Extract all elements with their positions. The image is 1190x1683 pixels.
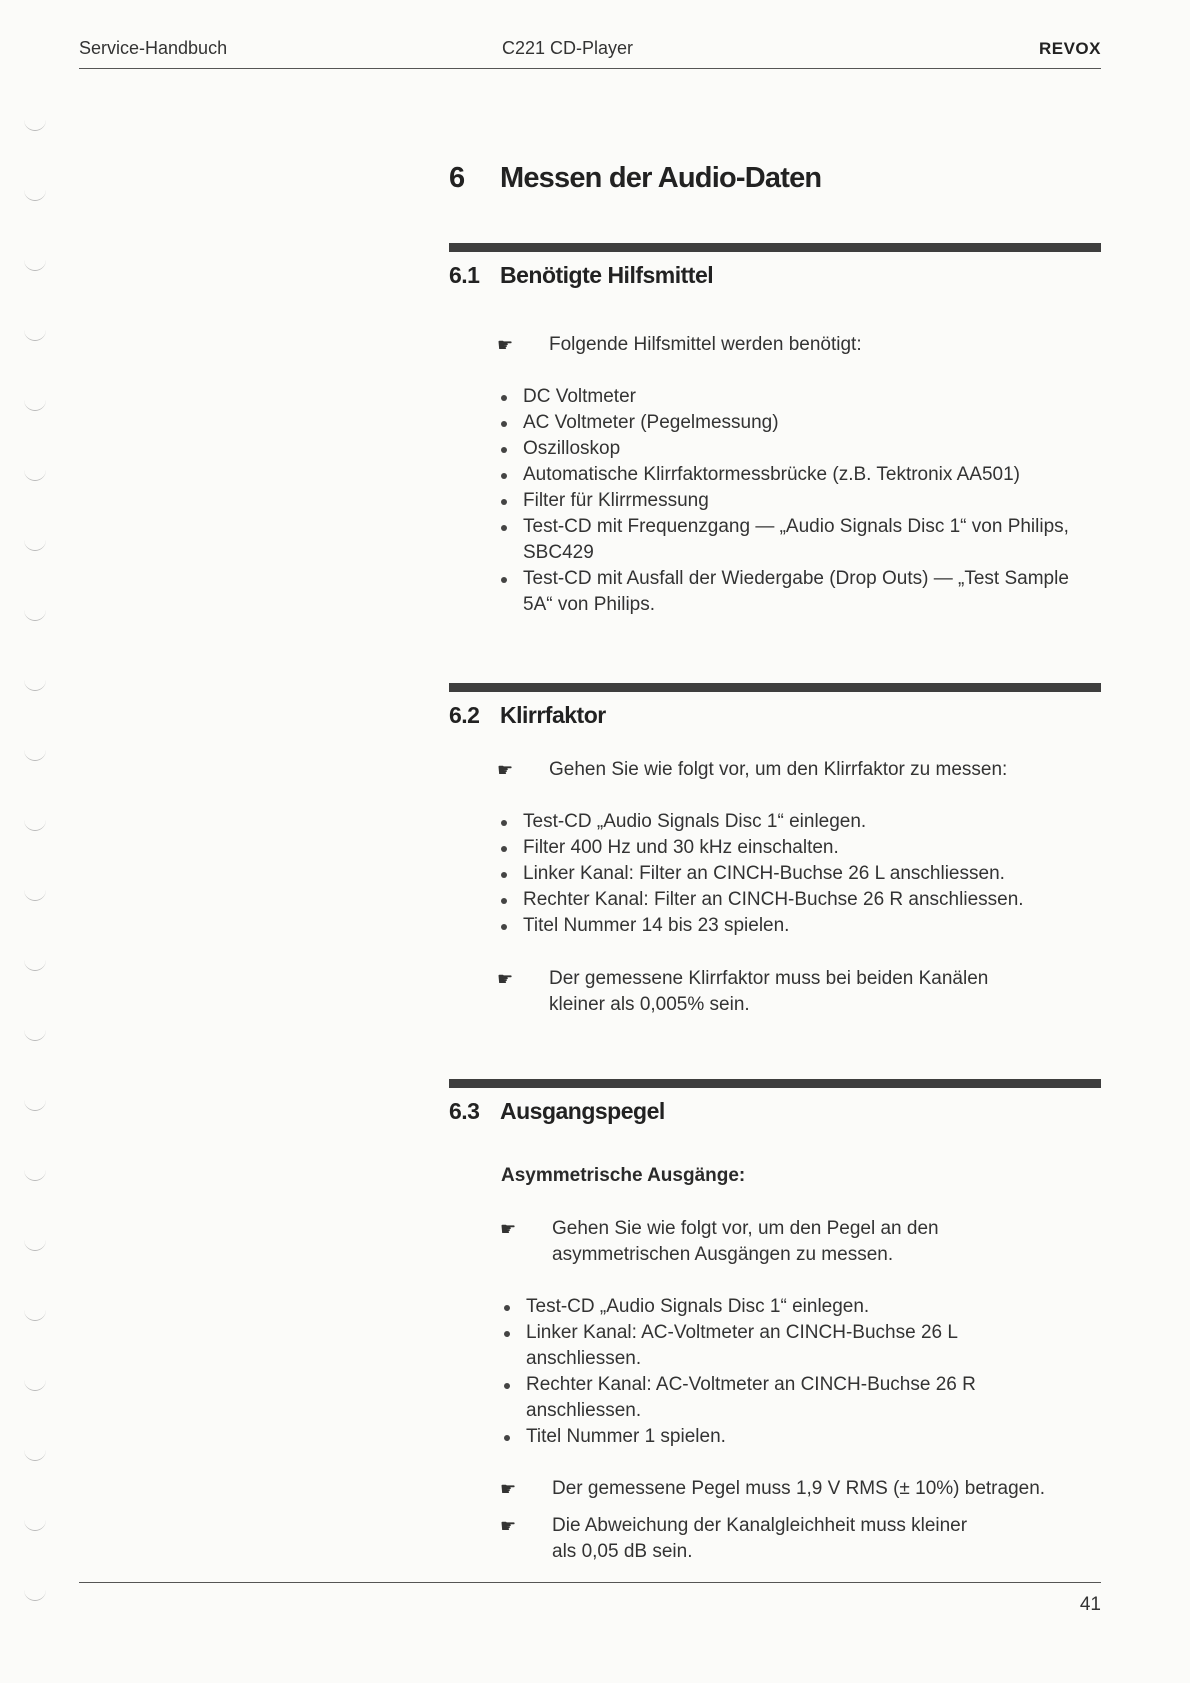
chapter-title-text: Messen der Audio-Daten: [500, 162, 822, 194]
list-item: Test-CD mit Frequenzgang — „Audio Signals Disc 1“ von Philips, SBC429: [500, 514, 1070, 566]
note-text: Der gemessene Pegel muss 1,9 V RMS (± 10%) betragen.: [552, 1478, 1046, 1499]
page-number: 41: [1079, 1594, 1101, 1615]
pointing-hand-icon: ☛: [497, 335, 514, 355]
list-item: Titel Nummer 14 bis 23 spielen.: [500, 913, 1080, 939]
list-item: Filter für Klirrmessung: [500, 488, 1070, 514]
subheading: Asymmetrische Ausgänge:: [501, 1165, 746, 1186]
list-item: AC Voltmeter (Pegelmessung): [500, 410, 1070, 436]
note: [497, 757, 1077, 783]
list-item: Linker Kanal: AC-Voltmeter an CINCH-Buchse 26 L anschliessen.: [503, 1320, 1023, 1372]
list-item: Test-CD „Audio Signals Disc 1“ einlegen.: [500, 809, 1080, 835]
pointing-hand-icon: ☛: [500, 1479, 517, 1499]
note-text: Die Abweichung der Kanalgleichheit muss kleiner als 0,05 dB sein.: [552, 1515, 968, 1562]
binding-marks: [14, 100, 54, 1660]
section-title-text: Klirrfaktor: [500, 702, 606, 728]
chapter-number: 6: [449, 162, 465, 194]
list-item: Filter 400 Hz und 30 kHz einschalten.: [500, 835, 1080, 861]
result-note: [500, 1513, 1020, 1565]
note-text: Folgende Hilfsmittel werden benötigt:: [549, 334, 862, 355]
list-item: Automatische Klirrfaktormessbrücke (z.B. Tektronix AA501): [500, 462, 1070, 488]
section-title-text: Benötigte Hilfsmittel: [500, 262, 714, 288]
note: [500, 1216, 1020, 1268]
section-divider-bar: [449, 243, 1101, 252]
section-title: [449, 702, 606, 729]
pointing-hand-icon: ☛: [500, 1219, 517, 1239]
list-item: Test-CD mit Ausfall der Wiedergabe (Drop Outs) — „Test Sample 5A“ von Philips.: [500, 566, 1070, 618]
page-header: [79, 38, 1101, 69]
list-item: Rechter Kanal: Filter an CINCH-Buchse 26 R anschliessen.: [500, 887, 1080, 913]
section-number: 6.1: [449, 262, 480, 288]
section-divider-bar: [449, 1079, 1101, 1088]
revox-logo: REVOX: [1038, 39, 1101, 58]
procedure-list: [503, 1294, 1023, 1450]
section-divider-bar: [449, 683, 1101, 692]
header-manual-title: Service-Handbuch: [79, 38, 228, 58]
list-item: Oszilloskop: [500, 436, 1070, 462]
list-item: Test-CD „Audio Signals Disc 1“ einlegen.: [503, 1294, 1023, 1320]
equipment-list: [500, 384, 1070, 618]
section-title-text: Ausgangspegel: [500, 1098, 665, 1124]
result-note: [500, 1476, 1100, 1502]
section-number: 6.3: [449, 1098, 480, 1124]
note-text: Gehen Sie wie folgt vor, um den Klirrfaktor zu messen:: [549, 759, 1008, 780]
pointing-hand-icon: ☛: [497, 760, 514, 780]
pointing-hand-icon: ☛: [500, 1516, 517, 1536]
section-title: [449, 1098, 665, 1125]
list-item: DC Voltmeter: [500, 384, 1070, 410]
footer-rule: [79, 1582, 1101, 1583]
note: [497, 332, 1057, 358]
section-title: [449, 262, 713, 289]
chapter-title: [449, 162, 821, 195]
note-text: Gehen Sie wie folgt vor, um den Pegel an den asymmetrischen Ausgängen zu messen.: [552, 1218, 939, 1265]
note-text: Der gemessene Klirrfaktor muss bei beiden Kanälen kleiner als 0,005% sein.: [549, 968, 989, 1015]
procedure-list: [500, 809, 1080, 939]
result-note: [497, 966, 1057, 1018]
list-item: Titel Nummer 1 spielen.: [503, 1424, 1023, 1450]
header-product-name: C221 CD-Player: [502, 38, 634, 58]
section-number: 6.2: [449, 702, 480, 728]
list-item: Linker Kanal: Filter an CINCH-Buchse 26 L anschliessen.: [500, 861, 1080, 887]
list-item: Rechter Kanal: AC-Voltmeter an CINCH-Buchse 26 R anschliessen.: [503, 1372, 1023, 1424]
pointing-hand-icon: ☛: [497, 969, 514, 989]
